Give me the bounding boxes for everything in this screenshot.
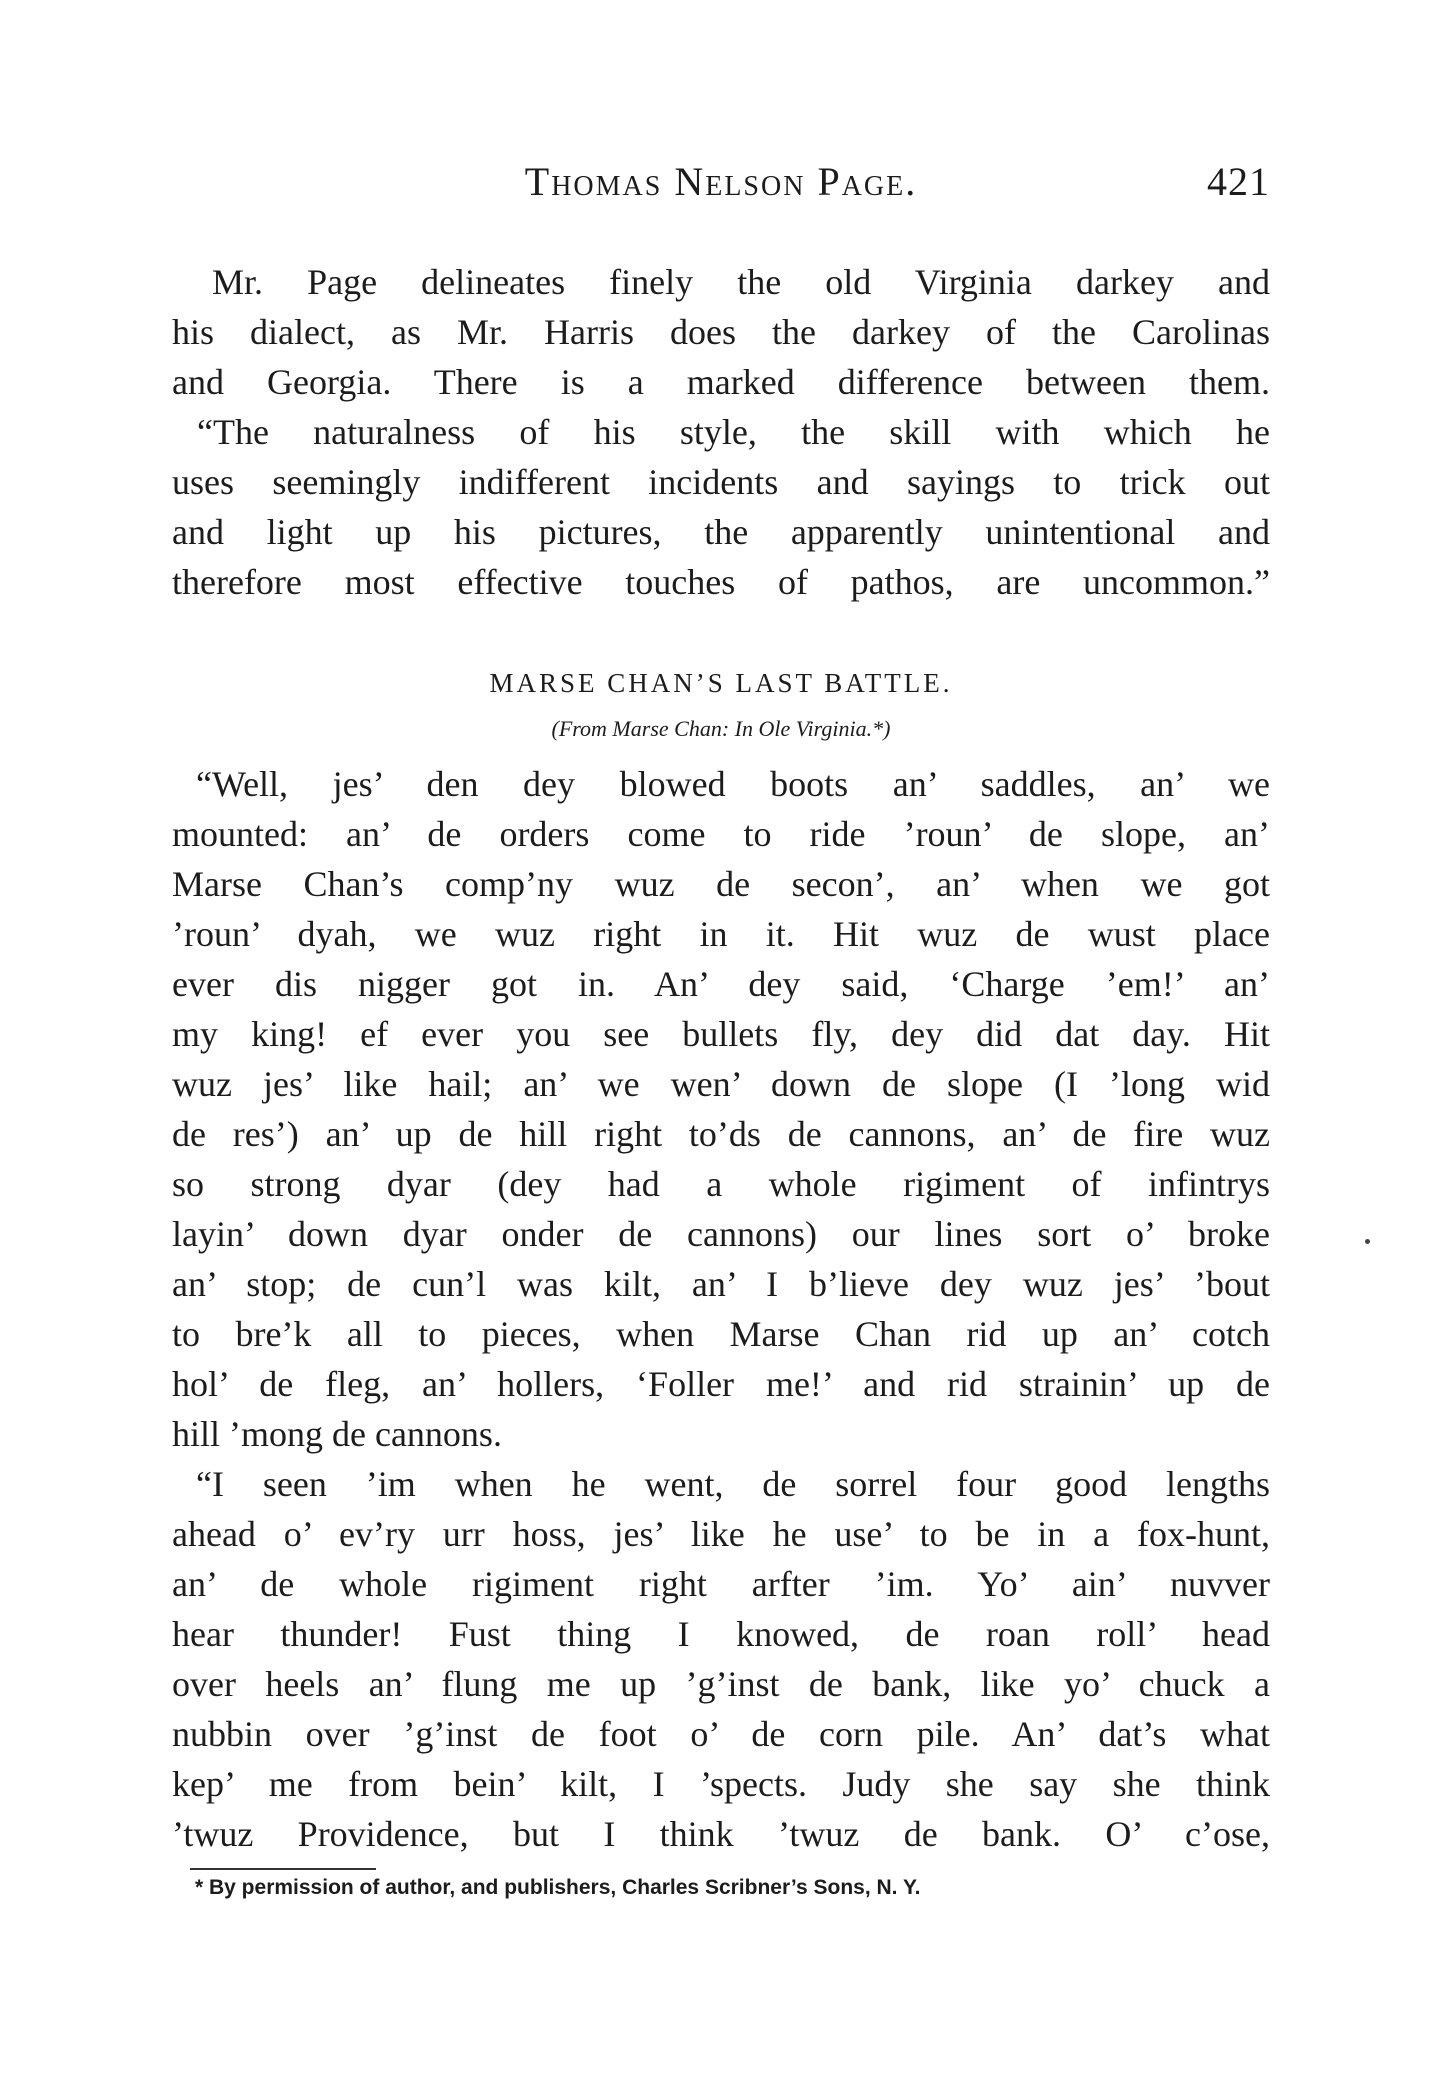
intro-line: Mr. Page delineates finely the old Virginia darkey and (212, 262, 1270, 302)
page-number: 421 (1207, 159, 1270, 204)
story-line: hear thunder! Fust thing I knowed, de roan roll’ head (172, 1614, 1270, 1654)
intro-line: and light up his pictures, the apparently unintentional and (172, 512, 1270, 552)
story-line: ahead o’ ev’ry urr hoss, jes’ like he use’ to be in a fox-hunt, (172, 1514, 1270, 1554)
running-head (172, 158, 1270, 214)
story-line: “Well, jes’ den dey blowed boots an’ saddles, an’ we (196, 764, 1270, 804)
story-line: “I seen ’im when he went, de sorrel four good lengths (196, 1464, 1270, 1504)
story-line: to bre’k all to pieces, when Marse Chan rid up an’ cotch (172, 1314, 1270, 1354)
story-line: an’ stop; de cun’l was kilt, an’ I b’lieve dey wuz jes’ ’bout (172, 1264, 1270, 1304)
footnote-rule (190, 1868, 376, 1870)
story-line: ’roun’ dyah, we wuz right in it. Hit wuz de wust place (172, 914, 1270, 954)
intro-line: therefore most effective touches of pathos, are uncommon.” (172, 562, 1270, 602)
story-line: nubbin over ’g’inst de foot o’ de corn pile. An’ dat’s what (172, 1714, 1270, 1754)
story-line: kep’ me from bein’ kilt, I ’spects. Judy she say she think (172, 1764, 1270, 1804)
intro-line: uses seemingly indifferent incidents and sayings to trick out (172, 462, 1270, 502)
story-line: layin’ down dyar onder de cannons) our lines sort o’ broke (172, 1214, 1270, 1254)
story-line: wuz jes’ like hail; an’ we wen’ down de slope (I ’long wid (172, 1064, 1270, 1104)
intro-line: and Georgia. There is a marked difference between them. (172, 362, 1270, 402)
story-line: ’twuz Providence, but I think ’twuz de bank. O’ c’ose, (172, 1814, 1270, 1854)
story-line: hol’ de fleg, an’ hollers, ‘Foller me!’ and rid strainin’ up de (172, 1364, 1270, 1404)
story-line: ever dis nigger got in. An’ dey said, ‘Charge ’em!’ an’ (172, 964, 1270, 1004)
footnote: * By permission of author, and publishers, Charles Scribner’s Sons, N. Y. (195, 1876, 921, 1899)
story-line: over heels an’ flung me up ’g’inst de bank, like yo’ chuck a (172, 1664, 1270, 1704)
section-source: (From Marse Chan: In Ole Virginia.*) (551, 716, 891, 741)
running-title: Thomas Nelson Page. (524, 159, 918, 204)
story-line: my king! ef ever you see bullets fly, dey did dat day. Hit (172, 1014, 1270, 1054)
intro-line: his dialect, as Mr. Harris does the darkey of the Carolinas (172, 312, 1270, 352)
story-line: mounted: an’ de orders come to ride ’roun’ de slope, an’ (172, 814, 1270, 854)
story-line: hill ’mong de cannons. (172, 1414, 502, 1454)
story-line: Marse Chan’s comp’ny wuz de secon’, an’ when we got (172, 864, 1270, 904)
intro-line: “The naturalness of his style, the skill with which he (197, 412, 1270, 452)
story-line: an’ de whole rigiment right arfter ’im. Yo’ ain’ nuvver (172, 1564, 1270, 1604)
section-title: MARSE CHAN’S LAST BATTLE. (489, 668, 953, 698)
story-line: so strong dyar (dey had a whole rigiment of infintrys (172, 1164, 1270, 1204)
story-line: de res’) an’ up de hill right to’ds de cannons, an’ de fire wuz (172, 1114, 1270, 1154)
margin-speck (1365, 1239, 1370, 1244)
